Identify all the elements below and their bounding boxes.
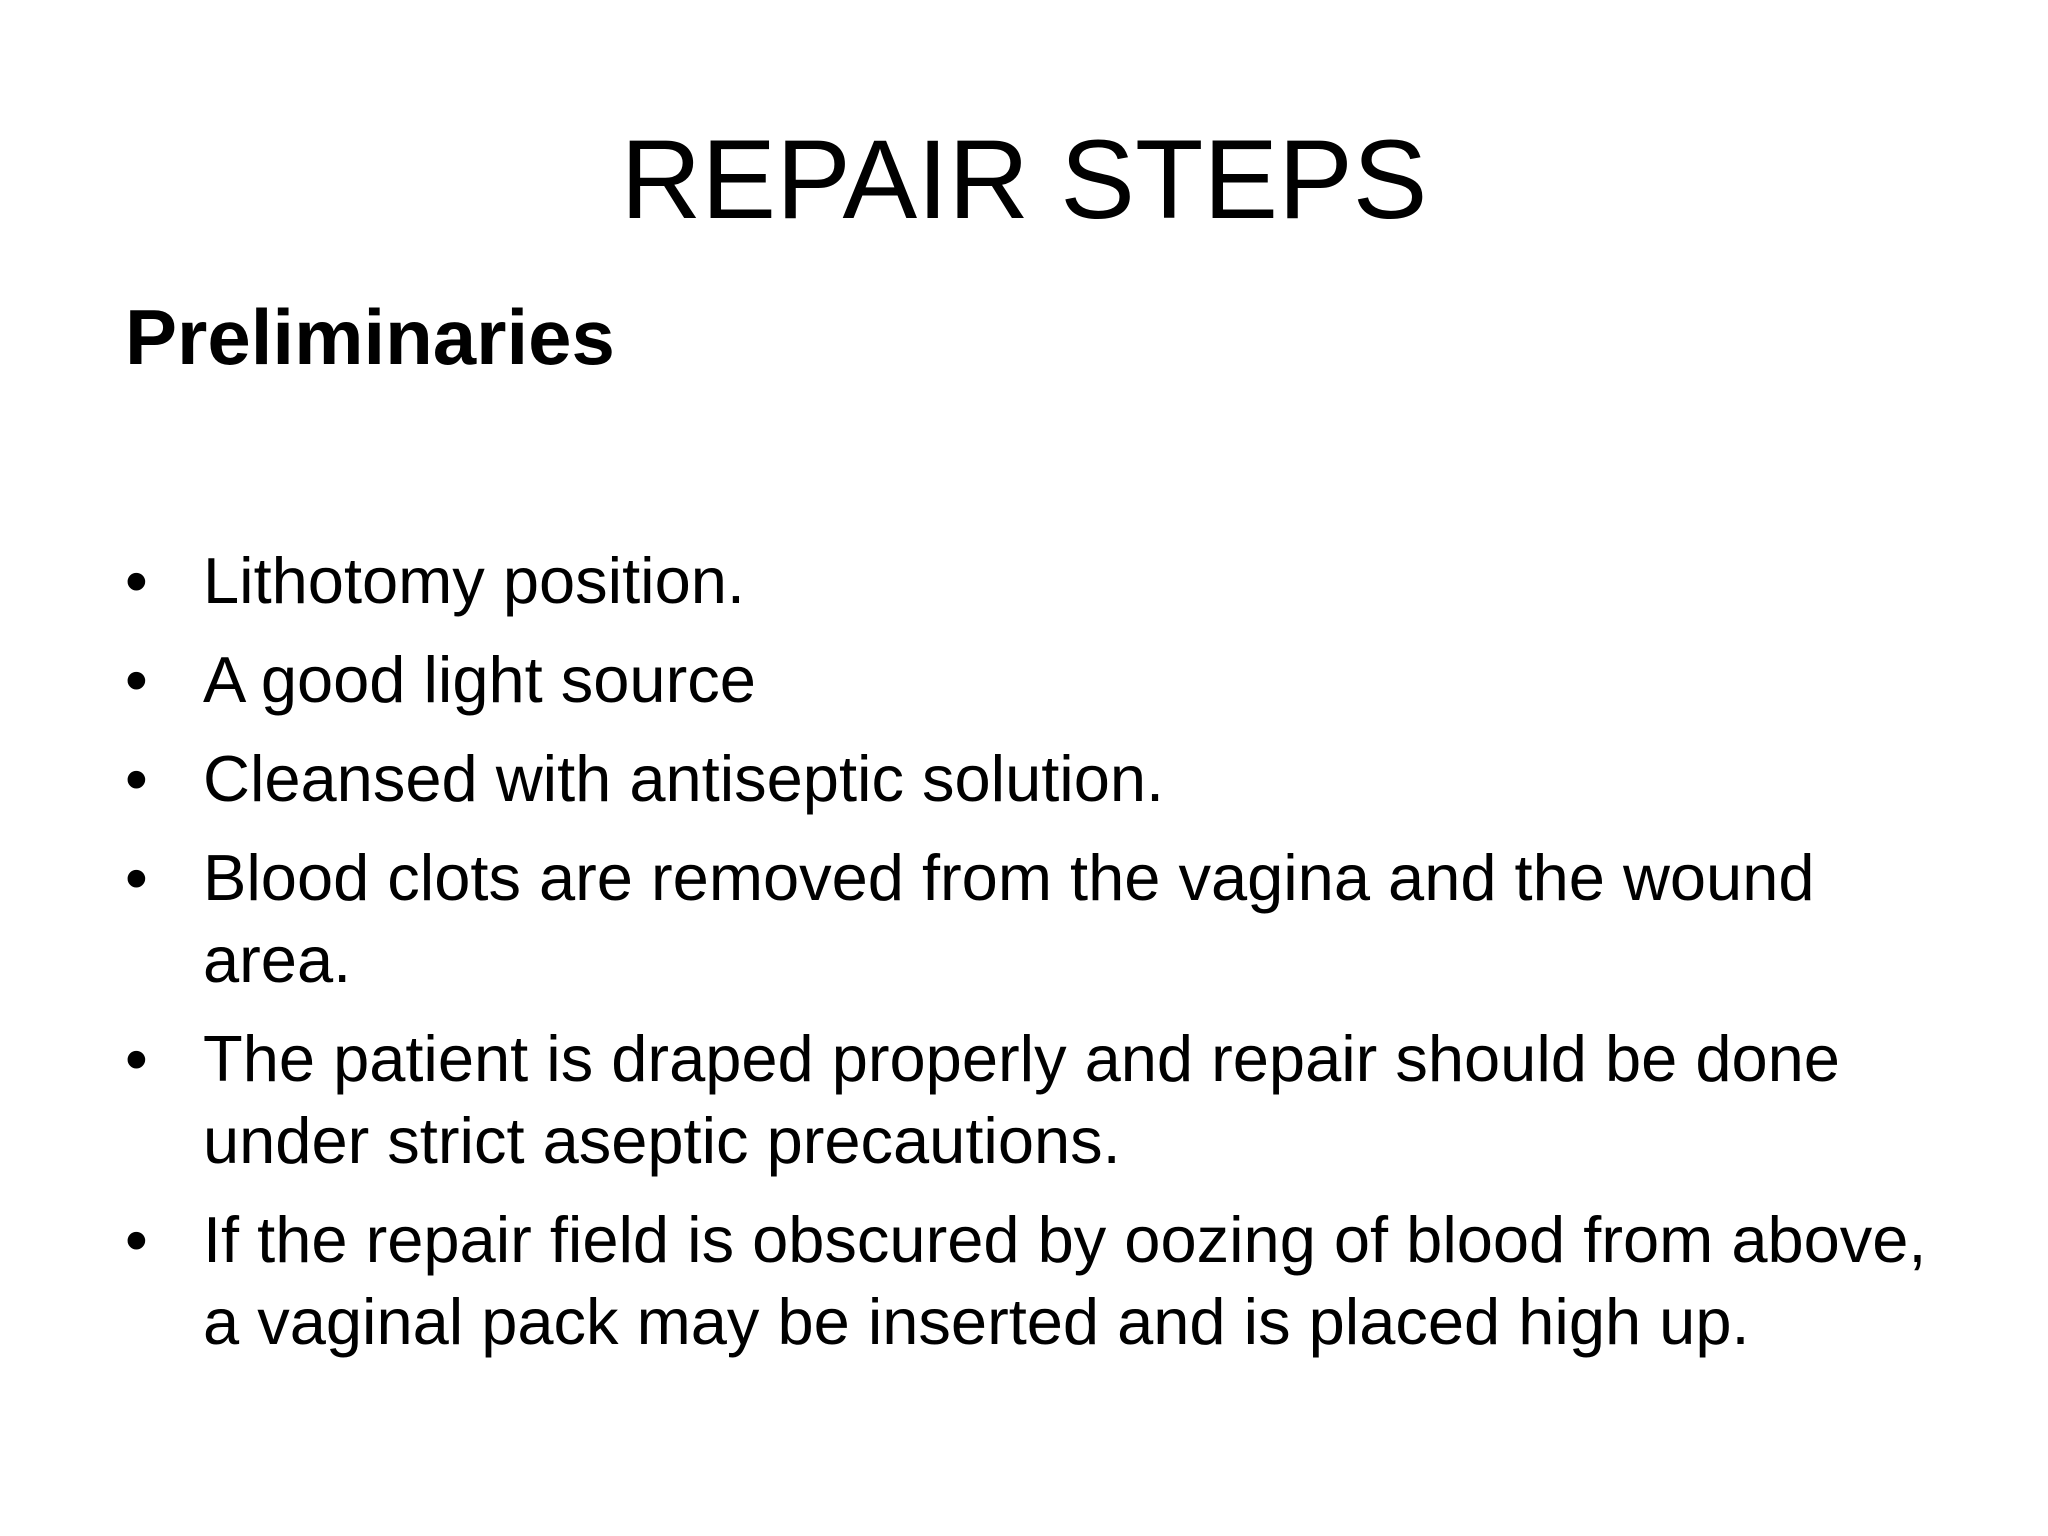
bullet-item <box>125 1199 1955 1363</box>
bullet-item <box>125 738 1955 820</box>
section-heading: Preliminaries <box>125 293 615 381</box>
slide-title: REPAIR STEPS <box>620 117 1428 242</box>
bullet-dot-icon: • <box>125 544 148 617</box>
bullet-item <box>125 1018 1955 1182</box>
bullet-dot-icon: • <box>125 1022 148 1095</box>
bullet-text: If the repair field is obscured by oozing of blood from above, a vaginal pack may be inserted and is placed high up. <box>203 1203 1927 1358</box>
bullet-item <box>125 639 1955 721</box>
bullet-dot-icon: • <box>125 643 148 716</box>
bullet-dot-icon: • <box>125 841 148 914</box>
bullet-dot-icon: • <box>125 1203 148 1276</box>
bullet-item <box>125 540 1955 622</box>
bullet-text: Blood clots are removed from the vagina and the wound area. <box>203 841 1815 996</box>
bullet-text: Cleansed with antiseptic solution. <box>203 742 1165 815</box>
bullet-text: Lithotomy position. <box>203 544 745 617</box>
bullet-item <box>125 837 1955 1001</box>
bullet-text: The patient is draped properly and repair should be done under strict aseptic precautions. <box>203 1022 1840 1177</box>
bullet-text: A good light source <box>203 643 756 716</box>
bullet-dot-icon: • <box>125 742 148 815</box>
bullet-list <box>125 540 1955 1380</box>
